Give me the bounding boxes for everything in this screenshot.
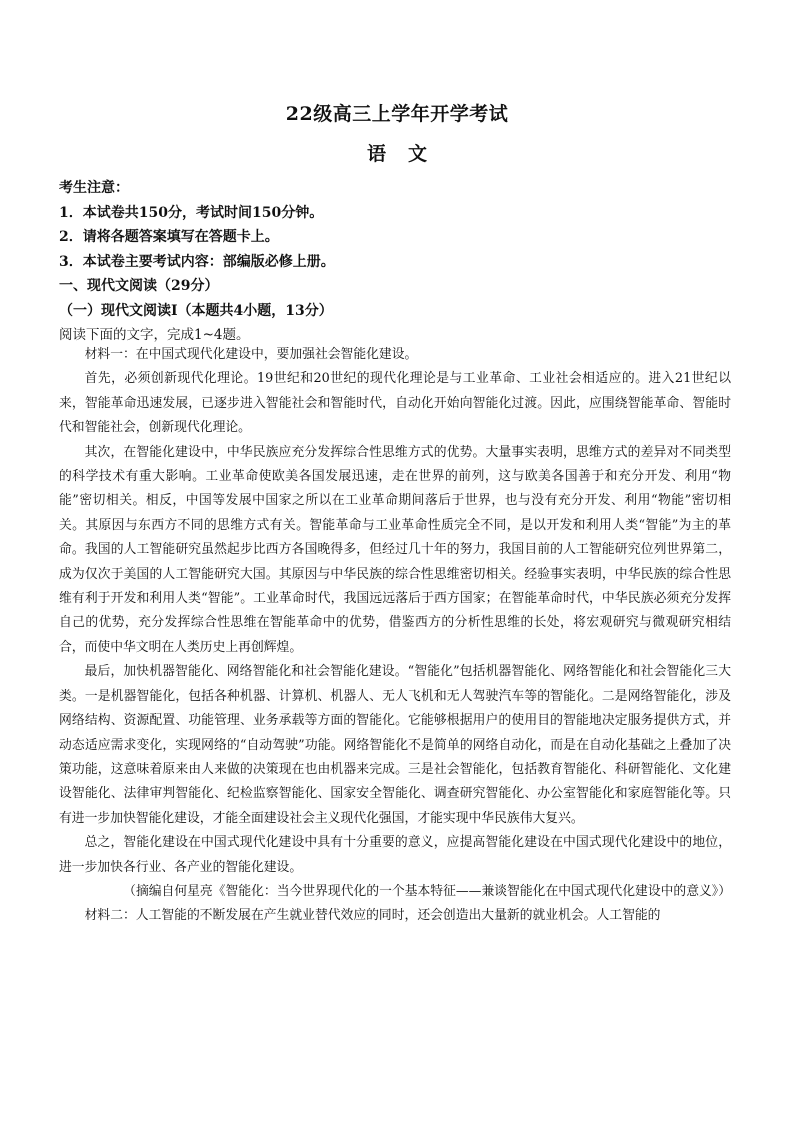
notes-heading: 考生注意： xyxy=(59,180,129,196)
subject-title: 语文 xyxy=(366,143,449,165)
exam-title: 22级高三上学年开学考试 xyxy=(285,103,509,125)
material-one-intro: 材料一：在中国式现代化建设中，要加强社会智能化建设。 xyxy=(84,347,418,362)
material-one-paragraph: 最后，加快机器智能化、网络智能化和社会智能化建设。“智能化”包括机器智能化、网络智能化和社会智能化三大类。一是机器智能化，包括各种机器、计算机、机器人、无人飞机和无人驾驶汽车等的智能化。二是网络智能化，涉及网络结构、资源配置、功能管理、业务承载等方面的智能化。它能够根据用户的使用目的智能地决定服务提供方式，并动态适应需求变化，实现网络的“自动驾驶”功能。网络智能化不是简单的网络自动化，而是在自动化基础之上叠加了决策功能，这意味着原来由人来做的决策现在也由机器来完成。三是社会智能化，包括教育智能化、科研智能化、文化建设智能化、法律审判智能化、纪检监察智能化、国家安全智能化、调查研究智能化、办公室智能化和家庭智能化等。只有进一步加快智能化建设，才能全面建设社会主义现代化强国，才能实现中华民族伟大复兴。 xyxy=(59,664,731,826)
material-one-paragraph: 其次，在智能化建设中，中华民族应充分发挥综合性思维方式的优势。大量事实表明，思维方式的差异对不同类型的科学技术有重大影响。工业革命使欧美各国发展迅速，走在世界的前列，这与欧美各国善于和充分开发、利用“物能”密切相关。相反，中国等发展中国家之所以在工业革命期间落后于世界，也与没有充分开发、利用“物能”密切相关。其原因与东西方不同的思维方式有关。智能革命与工业革命性质完全不同，是以开发和利用人类“智能”为主的革命。我国的人工智能研究虽然起步比西方各国晚得多，但经过几十年的努力，我国目前的人工智能研究位列世界第二，成为仅次于美国的人工智能研究大国。其原因与中华民族的综合性思维密切相关。经验事实表明，中华民族的综合性思维有利于开发和利用人类“智能”。工业革命时代，我国远远落后于西方国家；在智能革命时代，中华民族必须充分发挥自己的优势，充分发挥综合性思维在智能革命中的优势，借鉴西方的分析性思维的长处，将宏观研究与微观研究相结合，而使中华文明在人类历史上再创辉煌。 xyxy=(59,444,731,655)
material-one-paragraph: 首先，必须创新现代化理论。19世纪和20世纪的现代化理论是与工业革命、工业社会相适应的。进入21世纪以来，智能革命迅速发展，已逐步进入智能社会和智能时代，自动化开始向智能化过渡。因此，应围绕智能革命、智能时代和智能社会，创新现代化理论。 xyxy=(59,371,731,436)
material-one-paragraph: 总之，智能化建设在中国式现代化建设中具有十分重要的意义，应提高智能化建设在中国式现代化建设中的地位，进一步加快各行业、各产业的智能化建设。 xyxy=(59,835,731,875)
material-one-source: （摘编自何星亮《智能化：当今世界现代化的一个基本特征——兼谈智能化在中国式现代化建设中的意义》） xyxy=(123,883,731,899)
section-subtitle: （一）现代文阅读Ⅰ（本题共4小题，13分） xyxy=(59,302,333,319)
exam-notes xyxy=(59,176,739,348)
reading-instruction: 阅读下面的文字，完成1~4题。 xyxy=(59,327,250,343)
reading-material xyxy=(59,343,731,929)
material-two-intro: 材料二：人工智能的不断发展在产生就业替代效应的同时，还会创造出大量新的就业机会。人工智能的 xyxy=(84,908,661,924)
notes-item: 3．本试卷主要考试内容：部编版必修上册。 xyxy=(59,253,335,270)
notes-item: 1．本试卷共150分，考试时间150分钟。 xyxy=(59,204,324,221)
section-title: 一、现代文阅读（29分） xyxy=(59,278,219,294)
notes-item: 2．请将各题答案填写在答题卡上。 xyxy=(59,229,279,245)
